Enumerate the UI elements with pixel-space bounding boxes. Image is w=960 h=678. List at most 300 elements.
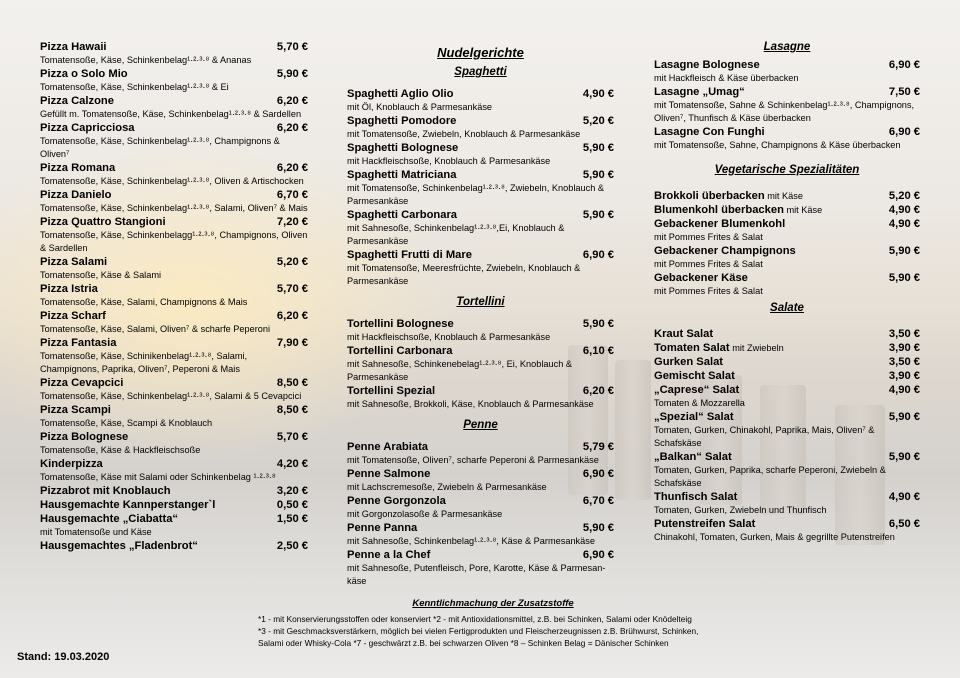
menu-item-desc: Tomatensoße, Käse & Hackfleischsoße (40, 445, 201, 455)
menu-item-desc: mit Sahnesoße, Putenfleisch, Pore, Karotte, Käse & Parmesan-käse (347, 563, 606, 586)
menu-item (347, 467, 614, 494)
menu-item-row (347, 87, 614, 101)
section-heading: Salate (770, 302, 804, 314)
menu-item-name-text: Pizzabrot mit Knoblauch (40, 485, 171, 497)
menu-item-price: 6,20 € (276, 162, 308, 174)
menu-item-row (40, 457, 308, 471)
menu-item-name-text: Pizza Salami (40, 256, 108, 268)
menu-item-name-text: Hausgemachtes „Fladenbrot“ (40, 540, 198, 552)
menu-item-name-text: Penne Panna (347, 522, 418, 534)
menu-item-row (40, 215, 308, 229)
menu-item-row (40, 94, 308, 108)
menu-item (40, 161, 308, 188)
menu-item-row (347, 384, 614, 398)
menu-item (347, 168, 614, 208)
menu-item-row (347, 248, 614, 262)
menu-item-price: 6,90 € (582, 249, 614, 261)
menu-item-row (40, 121, 308, 135)
menu-item-row (654, 125, 920, 139)
menu-item-row (654, 450, 920, 464)
menu-item-desc: Tomaten & Mozzarella (654, 398, 745, 408)
menu-item-desc: Tomatensoße, Käse mit Salami oder Schinkenbelag ¹·²·³·⁸ (40, 472, 276, 482)
menu-item-desc: mit Pommes Frites & Salat (654, 232, 763, 242)
menu-item-row (347, 141, 614, 155)
menu-item-price: 6,90 € (888, 126, 920, 138)
menu-item (40, 376, 308, 403)
menu-item-name-text: Pizza o Solo Mio (40, 68, 128, 80)
menu-item (654, 244, 920, 271)
menu-item-desc: mit Hackfleisch & Käse überbacken (654, 73, 799, 83)
menu-item-price: 7,50 € (888, 86, 920, 98)
menu-item-name (654, 369, 735, 383)
menu-item (654, 125, 920, 152)
menu-item-name-text: Pizza Istria (40, 283, 98, 295)
menu-item-name (654, 271, 748, 285)
menu-item-desc: mit Tomatensoße und Käse (40, 527, 152, 537)
menu-item-name (654, 58, 760, 72)
menu-item-name (40, 309, 106, 323)
spacer (347, 433, 614, 440)
menu-item-desc: mit Sahnesoße, Schinkenebelag¹·²·³·⁸, Ei, Knoblauch & Parmesankäse (347, 359, 572, 382)
menu-item-name (347, 521, 417, 535)
menu-item-name-text: Gebackener Blumenkohl (654, 218, 786, 230)
menu-item-name-text: Penne a la Chef (347, 549, 431, 561)
section-heading: Vegetarische Spezialitäten (714, 164, 860, 176)
menu-item-price: 6,20 € (582, 385, 614, 397)
menu-item-desc: Tomatensoße, Käse, Schinkenbelag¹·²·³·⁸, Oliven & Artischocken (40, 176, 304, 186)
menu-item-desc: Tomaten, Gurken, Paprika, scharfe Peperoni, Zwiebeln & Schafskäse (654, 465, 886, 488)
menu-item-desc: Gefüllt m. Tomatensoße, Käse, Schinkenbelag¹·²·³·⁸ & Sardellen (40, 109, 302, 119)
lasagne-salat-column (654, 40, 920, 544)
menu-item (654, 383, 920, 410)
spacer (347, 310, 614, 317)
menu-item-name-text: Gurken Salat (654, 356, 724, 368)
menu-item-row (40, 67, 308, 81)
menu-item (40, 40, 308, 67)
menu-item-row (654, 410, 920, 424)
menu-item (347, 208, 614, 248)
menu-item-name-text: Putenstreifen Salat (654, 518, 756, 530)
menu-item-desc: Tomatensoße, Käse & Salami (40, 270, 162, 280)
menu-item-price: 8,50 € (276, 404, 308, 416)
menu-item-price: 5,90 € (888, 272, 920, 284)
menu-item-desc: mit Hackfleischsoße, Knoblauch & Parmesankäse (347, 156, 551, 166)
menu-item-name (654, 383, 739, 397)
menu-item-name (347, 87, 453, 101)
spacer (654, 152, 920, 163)
menu-item (347, 344, 614, 384)
menu-item (654, 271, 920, 298)
menu-item (347, 384, 614, 411)
menu-item-row (347, 168, 614, 182)
menu-item-price: 5,90 € (888, 245, 920, 257)
menu-item-price: 5,90 € (888, 411, 920, 423)
menu-item-name-text: Pizza Calzone (40, 95, 114, 107)
menu-item-desc: Tomaten, Gurken, Zwiebeln und Thunfisch (654, 505, 827, 515)
menu-item (40, 539, 308, 553)
menu-item-price: 6,90 € (582, 549, 614, 561)
menu-item-row (40, 512, 308, 526)
menu-item (654, 450, 920, 490)
menu-item-price: 5,70 € (276, 41, 308, 53)
menu-item-name (347, 168, 456, 182)
menu-item-name (654, 189, 803, 203)
menu-item-desc: Tomatensoße, Käse, Schinkenbelag¹·²·³·⁸ & Ananas (40, 55, 252, 65)
menu-item-row (347, 114, 614, 128)
menu-item-name (654, 217, 785, 231)
menu-item-row (347, 521, 614, 535)
menu-item (40, 215, 308, 255)
menu-item (654, 355, 920, 369)
menu-item-name-text: Gemischt Salat (654, 370, 735, 382)
menu-item (347, 494, 614, 521)
menu-item-row (347, 208, 614, 222)
menu-item-desc: Chinakohl, Tomaten, Gurken, Mais & gegrillte Putenstreifen (654, 532, 895, 542)
menu-item-price: 3,20 € (276, 485, 308, 497)
menu-item-name (40, 255, 107, 269)
menu-item (40, 498, 308, 512)
menu-item-price: 5,90 € (582, 142, 614, 154)
menu-item (40, 67, 308, 94)
menu-item-name (347, 384, 435, 398)
menu-item (654, 490, 920, 517)
menu-item-row (654, 490, 920, 504)
menu-item-price: 5,70 € (276, 283, 308, 295)
menu-item-price: 5,90 € (582, 318, 614, 330)
menu-item-row (347, 317, 614, 331)
menu-item-desc: mit Sahnesoße, Brokkoli, Käse, Knoblauch & Parmesankäse (347, 399, 594, 409)
section-heading: Nudelgerichte (437, 45, 524, 60)
menu-item-price: 5,90 € (888, 451, 920, 463)
menu-item-name (347, 141, 458, 155)
menu-item-price: 4,20 € (276, 458, 308, 470)
menu-item-name-text: „Spezial“ Salat (654, 411, 734, 423)
menu-item-price: 8,50 € (276, 377, 308, 389)
menu-item-name (40, 403, 111, 417)
menu-item-row (654, 327, 920, 341)
menu-item-price: 5,20 € (276, 256, 308, 268)
menu-item-name-text: Pizza Cevapcici (40, 377, 124, 389)
menu-item-price: 6,10 € (582, 345, 614, 357)
menu-item-name (40, 282, 98, 296)
menu-item-row (347, 548, 614, 562)
menu-item-name-text: „Caprese“ Salat (654, 384, 740, 396)
menu-item-name (347, 208, 457, 222)
menu-item-name (347, 467, 430, 481)
menu-item-desc: mit Tomatensoße, Zwiebeln, Knoblauch & Parmesankäse (347, 129, 581, 139)
menu-item-price: 6,90 € (582, 468, 614, 480)
menu-item (40, 512, 308, 539)
menu-item-row (654, 517, 920, 531)
menu-item-name-text: Hausgemachte Kannperstanger`l (40, 499, 216, 511)
menu-item-name-text: Pizza Romana (40, 162, 116, 174)
menu-item-name-text: Kinderpizza (40, 458, 103, 470)
menu-item-row (654, 203, 920, 217)
menu-item-name-text: Blumenkohl überbacken (654, 204, 784, 216)
menu-item-name (654, 203, 822, 217)
menu-item-name-text: Spaghetti Matriciana (347, 169, 457, 181)
menu-item-name-text: Spaghetti Pomodore (347, 115, 457, 127)
menu-item-desc: Tomatensoße, Käse, Schinkenbelagg¹·²·³·⁸, Champignons, Oliven & Sardellen (40, 230, 308, 253)
menu-item-desc: Tomaten, Gurken, Chinakohl, Paprika, Mais, Oliven⁷ & Schafskäse (654, 425, 875, 448)
menu-item (40, 336, 308, 376)
menu-item-name-text: Spaghetti Aglio Olio (347, 88, 454, 100)
menu-item-name (654, 490, 737, 504)
menu-item-price: 5,20 € (582, 115, 614, 127)
menu-item (40, 403, 308, 430)
menu-item (347, 248, 614, 288)
menu-item-desc: mit Sahnesoße, Schinkenbelag¹·²·³·⁸,Ei, Knoblauch & Parmesankäse (347, 223, 565, 246)
menu-item-name-text: Pizza Scampi (40, 404, 111, 416)
menu-item-name-text: Tortellini Bolognese (347, 318, 454, 330)
menu-item-name (40, 188, 112, 202)
menu-item-inline-desc: mit Zwiebeln (729, 343, 784, 353)
menu-item-name (40, 498, 215, 512)
menu-item-row (654, 341, 920, 355)
additives-line: Salami oder Whisky-Cola *7 - geschwärzt z.B. bei schwarzen Oliven *8 – Schinken Belag = Dänischer Schinken (258, 638, 669, 648)
menu-item-name (654, 450, 732, 464)
section-heading: Spaghetti (454, 66, 507, 78)
menu-item-name-text: Tomaten Salat (654, 342, 730, 354)
spacer (347, 288, 614, 295)
menu-item-row (40, 40, 308, 54)
menu-item-inline-desc: mit Käse (783, 205, 823, 215)
menu-item-price: 3,90 € (888, 370, 920, 382)
menu-item-desc: mit Tomatensoße, Schinkenbelag¹·²·³·⁸, Zwiebeln, Knoblauch & Parmesankäse (347, 183, 604, 206)
menu-item (654, 369, 920, 383)
menu-item (654, 327, 920, 341)
menu-item-row (654, 383, 920, 397)
menu-item-name-text: Lasagne „Umag“ (654, 86, 745, 98)
menu-item-row (40, 484, 308, 498)
menu-item-name (654, 327, 713, 341)
menu-item-row (40, 188, 308, 202)
menu-item-name (347, 248, 472, 262)
menu-item-name-text: „Balkan“ Salat (654, 451, 732, 463)
menu-item-price: 6,70 € (276, 189, 308, 201)
menu-item-price: 4,90 € (888, 384, 920, 396)
menu-item-desc: mit Tomatensoße, Meeresfrüchte, Zwiebeln, Knoblauch & Parmesankäse (347, 263, 581, 286)
additives-notes (258, 597, 728, 649)
menu-item-row (40, 403, 308, 417)
menu-item (654, 85, 920, 125)
menu-item-inline-desc: mit Käse (764, 191, 803, 201)
menu-item (654, 341, 920, 355)
menu-item-price: 3,90 € (888, 342, 920, 354)
menu-item-price: 5,90 € (582, 522, 614, 534)
menu-item (654, 58, 920, 85)
menu-item-price: 5,90 € (582, 209, 614, 221)
menu-item-price: 5,90 € (276, 68, 308, 80)
menu-item (347, 317, 614, 344)
menu-item-row (40, 376, 308, 390)
menu-item-row (347, 344, 614, 358)
menu-item-row (654, 244, 920, 258)
menu-item-name (40, 376, 123, 390)
menu-item-name (40, 40, 107, 54)
menu-item-price: 4,90 € (582, 88, 614, 100)
section-heading: Penne (463, 419, 498, 431)
menu-item-name (40, 94, 114, 108)
section-heading: Lasagne (763, 41, 811, 53)
menu-item (347, 141, 614, 168)
menu-item-name (40, 121, 135, 135)
menu-item-price: 4,90 € (888, 218, 920, 230)
menu-item (40, 255, 308, 282)
menu-item-price: 3,50 € (888, 328, 920, 340)
menu-item-name-text: Tortellini Spezial (347, 385, 436, 397)
menu-item-desc: mit Lachscremesoße, Zwiebeln & Parmesankäse (347, 482, 547, 492)
menu-item-row (40, 255, 308, 269)
menu-item-price: 7,20 € (276, 216, 308, 228)
menu-item-row (654, 189, 920, 203)
spacer (654, 316, 920, 327)
menu-item-name-text: Pizza Danielo (40, 189, 112, 201)
menu-item-name-text: Pizza Quattro Stangioni (40, 216, 166, 228)
menu-item-row (654, 58, 920, 72)
menu-item-desc: mit Pommes Frites & Salat (654, 259, 763, 269)
menu-item-name (40, 161, 115, 175)
menu-item-name (347, 344, 452, 358)
menu-item-row (40, 539, 308, 553)
menu-item-name-text: Penne Salmone (347, 468, 431, 480)
menu-item-name-text: Spaghetti Frutti di Mare (347, 249, 472, 261)
menu-item-desc: mit Sahnesoße, Schinkenbelag¹·²·³·⁸, Käse & Parmesankäse (347, 536, 595, 546)
menu-item-row (654, 369, 920, 383)
menu-item-price: 4,90 € (888, 204, 920, 216)
menu-item-price: 2,50 € (276, 540, 308, 552)
menu-item-name-text: Pizza Scharf (40, 310, 106, 322)
menu-item-desc: Tomatensoße, Käse, Salami, Champignons & Mais (40, 297, 248, 307)
menu-item (40, 457, 308, 484)
menu-item-desc: Tomatensoße, Käse, Schinkenbelag¹·²·³·⁸, Champignons & Oliven⁷ (40, 136, 280, 159)
menu-item (347, 440, 614, 467)
menu-item-name (654, 125, 765, 139)
menu-item-price: 3,50 € (888, 356, 920, 368)
menu-item-name (347, 548, 430, 562)
menu-item (347, 548, 614, 588)
menu-item-name (40, 484, 171, 498)
menu-item-desc: mit Pommes Frites & Salat (654, 286, 763, 296)
menu-item-name (40, 512, 178, 526)
menu-item (654, 217, 920, 244)
menu-item-name-text: Hausgemachte „Ciabatta“ (40, 513, 179, 525)
background-post (615, 360, 651, 500)
pizza-column (40, 40, 308, 553)
menu-item-row (40, 336, 308, 350)
menu-item-name-text: Pizza Capricciosa (40, 122, 135, 134)
menu-item-name (40, 215, 166, 229)
menu-item (654, 517, 920, 544)
additives-lines (258, 613, 728, 649)
menu-item (40, 121, 308, 161)
menu-item-name-text: Gebackener Käse (654, 272, 748, 284)
menu-item-name (40, 336, 116, 350)
additives-line: *3 - mit Geschmacksverstärkern, möglich bei vielen Fertigprodukten und Fleischerzeugnissen z.B. Brühwurst, Schinken, (258, 626, 699, 636)
menu-item-name-text: Lasagne Con Funghi (654, 126, 765, 138)
menu-item-row (40, 161, 308, 175)
menu-item (40, 484, 308, 498)
menu-item-name-text: Gebackener Champignons (654, 245, 796, 257)
menu-item-row (347, 467, 614, 481)
menu-item-price: 4,90 € (888, 491, 920, 503)
menu-item (40, 430, 308, 457)
menu-item-row (654, 355, 920, 369)
menu-item (654, 189, 920, 203)
spacer (347, 80, 614, 87)
menu-item-row (40, 498, 308, 512)
section-heading: Tortellini (456, 296, 505, 308)
menu-item (40, 188, 308, 215)
menu-item-name (40, 430, 128, 444)
menu-item-desc: Tomatensoße, Käse, Schinkenbelag¹·²·³·⁸ & Ei (40, 82, 229, 92)
menu-item-price: 6,50 € (888, 518, 920, 530)
menu-item-name (654, 517, 755, 531)
menu-item-price: 1,50 € (276, 513, 308, 525)
menu-item (40, 282, 308, 309)
menu-item-name-text: Pizza Fantasia (40, 337, 117, 349)
menu-item-name-text: Spaghetti Bolognese (347, 142, 459, 154)
menu-item-name (654, 341, 784, 355)
menu-item-name (40, 67, 128, 81)
menu-item-row (347, 440, 614, 454)
menu-item-price: 5,79 € (582, 441, 614, 453)
menu-item-price: 7,90 € (276, 337, 308, 349)
menu-item-row (40, 282, 308, 296)
menu-item-price: 6,90 € (888, 59, 920, 71)
menu-item-price: 5,70 € (276, 431, 308, 443)
menu-item-row (40, 309, 308, 323)
menu-item (347, 87, 614, 114)
stand-date: Stand: 19.03.2020 (17, 651, 110, 663)
menu-item-price: 5,20 € (888, 190, 920, 202)
menu-item-row (654, 217, 920, 231)
menu-item (347, 114, 614, 141)
menu-item-desc: mit Tomatensoße, Sahne, Champignons & Käse überbacken (654, 140, 901, 150)
menu-item-desc: Tomatensoße, Käse, Schinkenbelag¹·²·³·⁸, Salami, Oliven⁷ & Mais (40, 203, 308, 213)
menu-item-name (347, 494, 446, 508)
menu-item (347, 521, 614, 548)
spacer (347, 411, 614, 418)
menu-item-name (654, 410, 734, 424)
menu-item-name (347, 114, 456, 128)
menu-item-name (654, 85, 745, 99)
menu-item-name-text: Thunfisch Salat (654, 491, 738, 503)
menu-item-row (40, 430, 308, 444)
menu-item-name (654, 244, 796, 258)
menu-item-name-text: Pizza Bolognese (40, 431, 129, 443)
menu-item-name-text: Lasagne Bolognese (654, 59, 760, 71)
menu-item-desc: mit Tomatensoße, Sahne & Schinkenbelag¹·²·³·⁸, Champignons, Oliven⁷, Thunfisch & Käse überbacken (654, 100, 915, 123)
menu-item-desc: Tomatensoße, Käse, Salami, Oliven⁷ & scharfe Peperoni (40, 324, 271, 334)
menu-item-price: 6,20 € (276, 95, 308, 107)
menu-item-price: 6,70 € (582, 495, 614, 507)
menu-item (40, 94, 308, 121)
menu-item (654, 410, 920, 450)
menu-item-price: 5,90 € (582, 169, 614, 181)
menu-item-name-text: Brokkoli überbacken (654, 190, 765, 202)
menu-item-row (654, 85, 920, 99)
menu-item-name (654, 355, 723, 369)
menu-item-row (347, 494, 614, 508)
menu-item-name-text: Pizza Hawaii (40, 41, 107, 53)
menu-item-desc: Tomatensoße, Käse, Schinikenbelag¹·²·³·⁸, Salami, Champignons, Paprika, Oliven⁷, Peperoni & Mais (40, 351, 248, 374)
menu-item-price: 0,50 € (276, 499, 308, 511)
menu-item-desc: mit Tomatensoße, Oliven⁷, scharfe Peperoni & Parmesankäse (347, 455, 599, 465)
additives-title: Kenntlichmachung der Zusatzstoffe (412, 598, 574, 609)
additives-line: *1 - mit Konservierungsstoffen oder konserviert *2 - mit Antioxidationsmittel, z.B. bei Schinken, Salami oder Knödelteig (258, 614, 692, 624)
menu-item-name (40, 539, 198, 553)
